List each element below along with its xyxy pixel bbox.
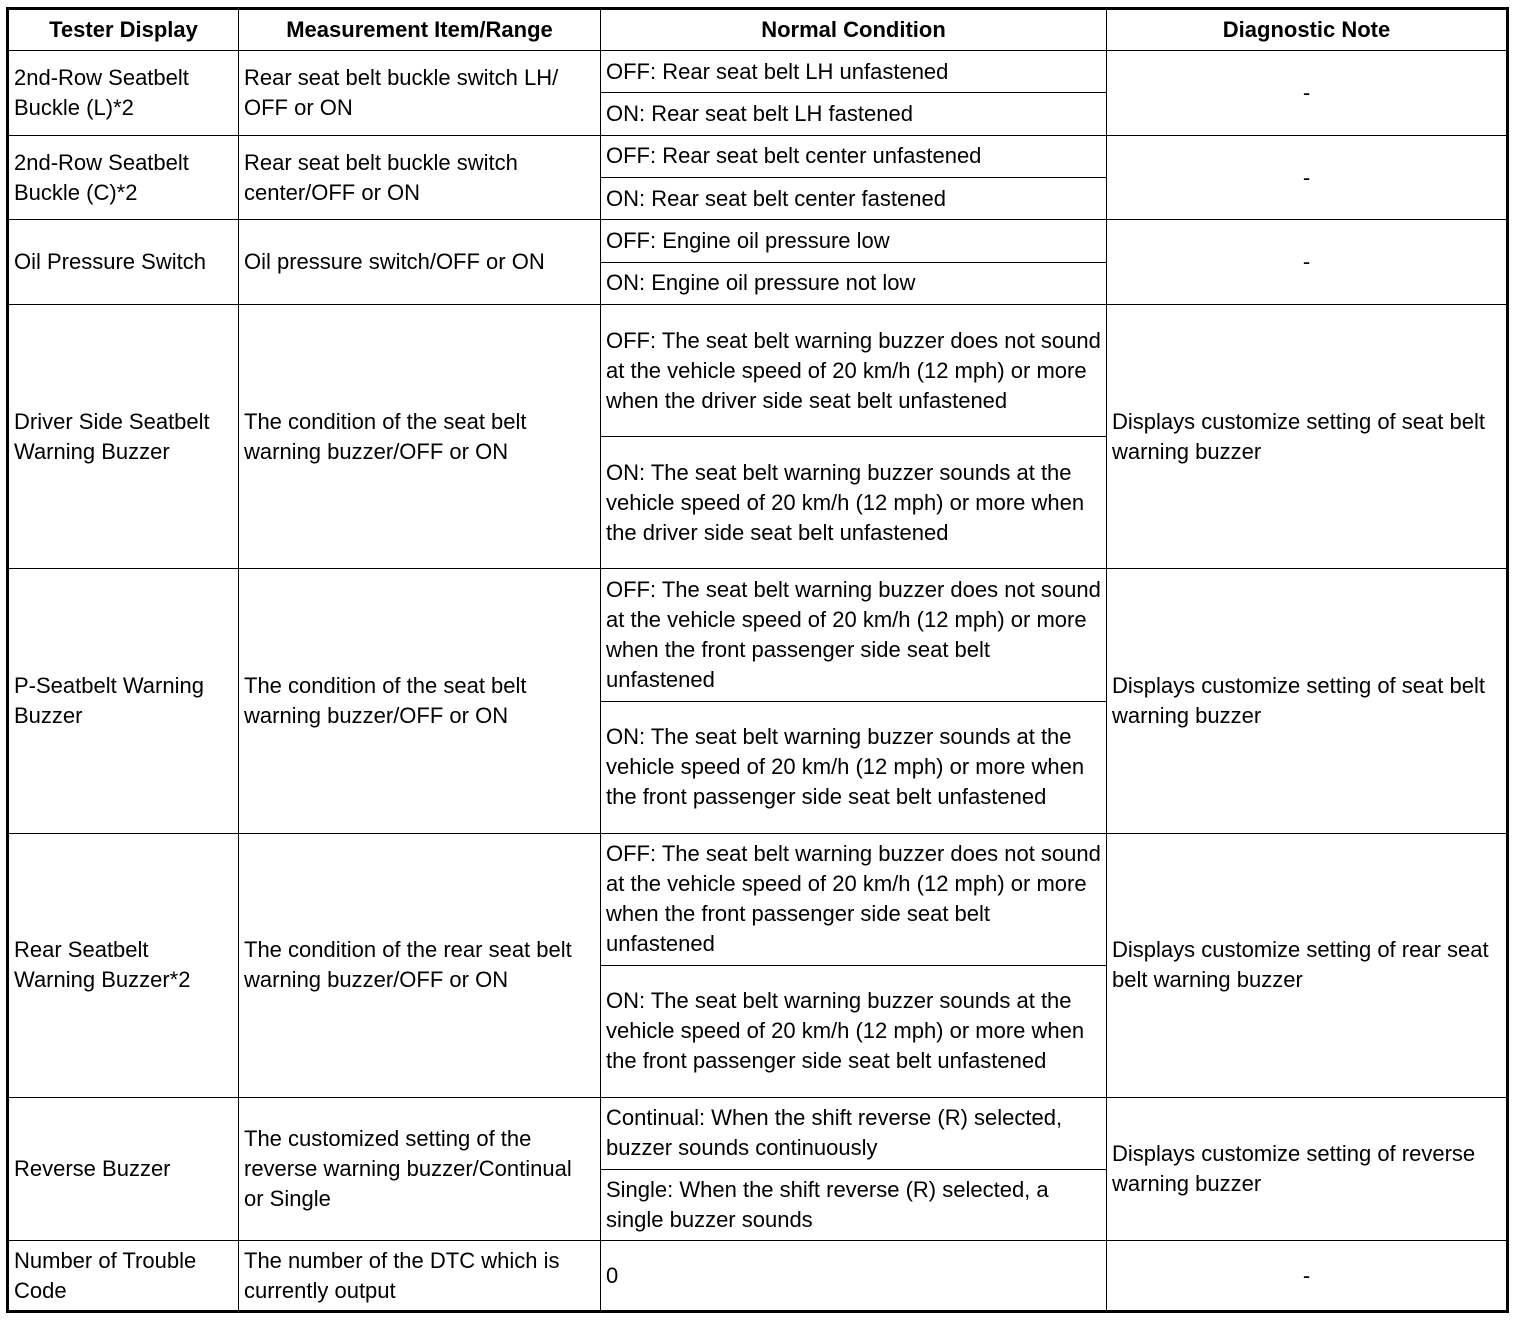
- condition-cell: ON: Rear seat belt center fastened: [601, 178, 1107, 220]
- table-row: [8, 569, 1508, 701]
- diagnostic-note-cell: -: [1107, 1241, 1508, 1312]
- tester-display-cell: Number of Trouble Code: [8, 1241, 239, 1312]
- condition-cell: OFF: The seat belt warning buzzer does not sound at the vehicle speed of 20 km/h (12 mph) or more when the front passenger side seat belt unfastened: [601, 569, 1107, 701]
- diagnostic-note-cell: Displays customize setting of reverse warning buzzer: [1107, 1098, 1508, 1241]
- condition-cell: ON: The seat belt warning buzzer sounds at the vehicle speed of 20 km/h (12 mph) or more when the front passenger side seat belt unfastened: [601, 701, 1107, 833]
- table-row: [8, 833, 1508, 965]
- tester-display-cell: P-Seatbelt Warning Buzzer: [8, 569, 239, 833]
- measurement-cell: Rear seat belt buckle switch center/OFF or ON: [239, 135, 601, 220]
- measurement-cell: The condition of the rear seat belt warning buzzer/OFF or ON: [239, 833, 601, 1097]
- header-row: [8, 9, 1508, 51]
- condition-cell: ON: The seat belt warning buzzer sounds at the vehicle speed of 20 km/h (12 mph) or more when the driver side seat belt unfastened: [601, 437, 1107, 569]
- header-tester-display: Tester Display: [8, 9, 239, 51]
- condition-cell: ON: The seat belt warning buzzer sounds at the vehicle speed of 20 km/h (12 mph) or more when the front passenger side seat belt unfastened: [601, 965, 1107, 1097]
- diagnostic-note-cell: -: [1107, 135, 1508, 220]
- header-diagnostic-note: Diagnostic Note: [1107, 9, 1508, 51]
- condition-cell: OFF: The seat belt warning buzzer does not sound at the vehicle speed of 20 km/h (12 mph) or more when the front passenger side seat belt unfastened: [601, 833, 1107, 965]
- condition-cell: OFF: Rear seat belt center unfastened: [601, 135, 1107, 177]
- tester-display-cell: Reverse Buzzer: [8, 1098, 239, 1241]
- measurement-cell: Oil pressure switch/OFF or ON: [239, 220, 601, 305]
- header-measurement-item: Measurement Item/Range: [239, 9, 601, 51]
- diagnostic-note-cell: Displays customize setting of seat belt warning buzzer: [1107, 569, 1508, 833]
- table-row: [8, 305, 1508, 437]
- tester-display-cell: Driver Side Seatbelt Warning Buzzer: [8, 305, 239, 569]
- tester-display-cell: 2nd-Row Seatbelt Buckle (L)*2: [8, 51, 239, 136]
- condition-cell: Single: When the shift reverse (R) selected, a single buzzer sounds: [601, 1169, 1107, 1241]
- condition-cell: OFF: Engine oil pressure low: [601, 220, 1107, 262]
- measurement-cell: The number of the DTC which is currently output: [239, 1241, 601, 1312]
- measurement-cell: The customized setting of the reverse warning buzzer/Continual or Single: [239, 1098, 601, 1241]
- diagnostic-data-table: [6, 7, 1509, 1313]
- table-row: [8, 1241, 1508, 1312]
- condition-cell: ON: Engine oil pressure not low: [601, 262, 1107, 304]
- measurement-cell: The condition of the seat belt warning buzzer/OFF or ON: [239, 305, 601, 569]
- table-row: [8, 220, 1508, 262]
- table-row: [8, 51, 1508, 93]
- condition-cell: OFF: The seat belt warning buzzer does not sound at the vehicle speed of 20 km/h (12 mph) or more when the driver side seat belt unfastened: [601, 305, 1107, 437]
- condition-cell: Continual: When the shift reverse (R) selected, buzzer sounds continuously: [601, 1098, 1107, 1170]
- table-row: [8, 1098, 1508, 1170]
- condition-cell: OFF: Rear seat belt LH unfastened: [601, 51, 1107, 93]
- diagnostic-note-cell: -: [1107, 220, 1508, 305]
- tester-display-cell: 2nd-Row Seatbelt Buckle (C)*2: [8, 135, 239, 220]
- measurement-cell: Rear seat belt buckle switch LH/ OFF or ON: [239, 51, 601, 136]
- tester-display-cell: Oil Pressure Switch: [8, 220, 239, 305]
- tester-display-cell: Rear Seatbelt Warning Buzzer*2: [8, 833, 239, 1097]
- diagnostic-note-cell: Displays customize setting of rear seat belt warning buzzer: [1107, 833, 1508, 1097]
- measurement-cell: The condition of the seat belt warning buzzer/OFF or ON: [239, 569, 601, 833]
- diagnostic-note-cell: Displays customize setting of seat belt warning buzzer: [1107, 305, 1508, 569]
- condition-cell: 0: [601, 1241, 1107, 1312]
- condition-cell: ON: Rear seat belt LH fastened: [601, 93, 1107, 135]
- table-row: [8, 135, 1508, 177]
- header-normal-condition: Normal Condition: [601, 9, 1107, 51]
- diagnostic-note-cell: -: [1107, 51, 1508, 136]
